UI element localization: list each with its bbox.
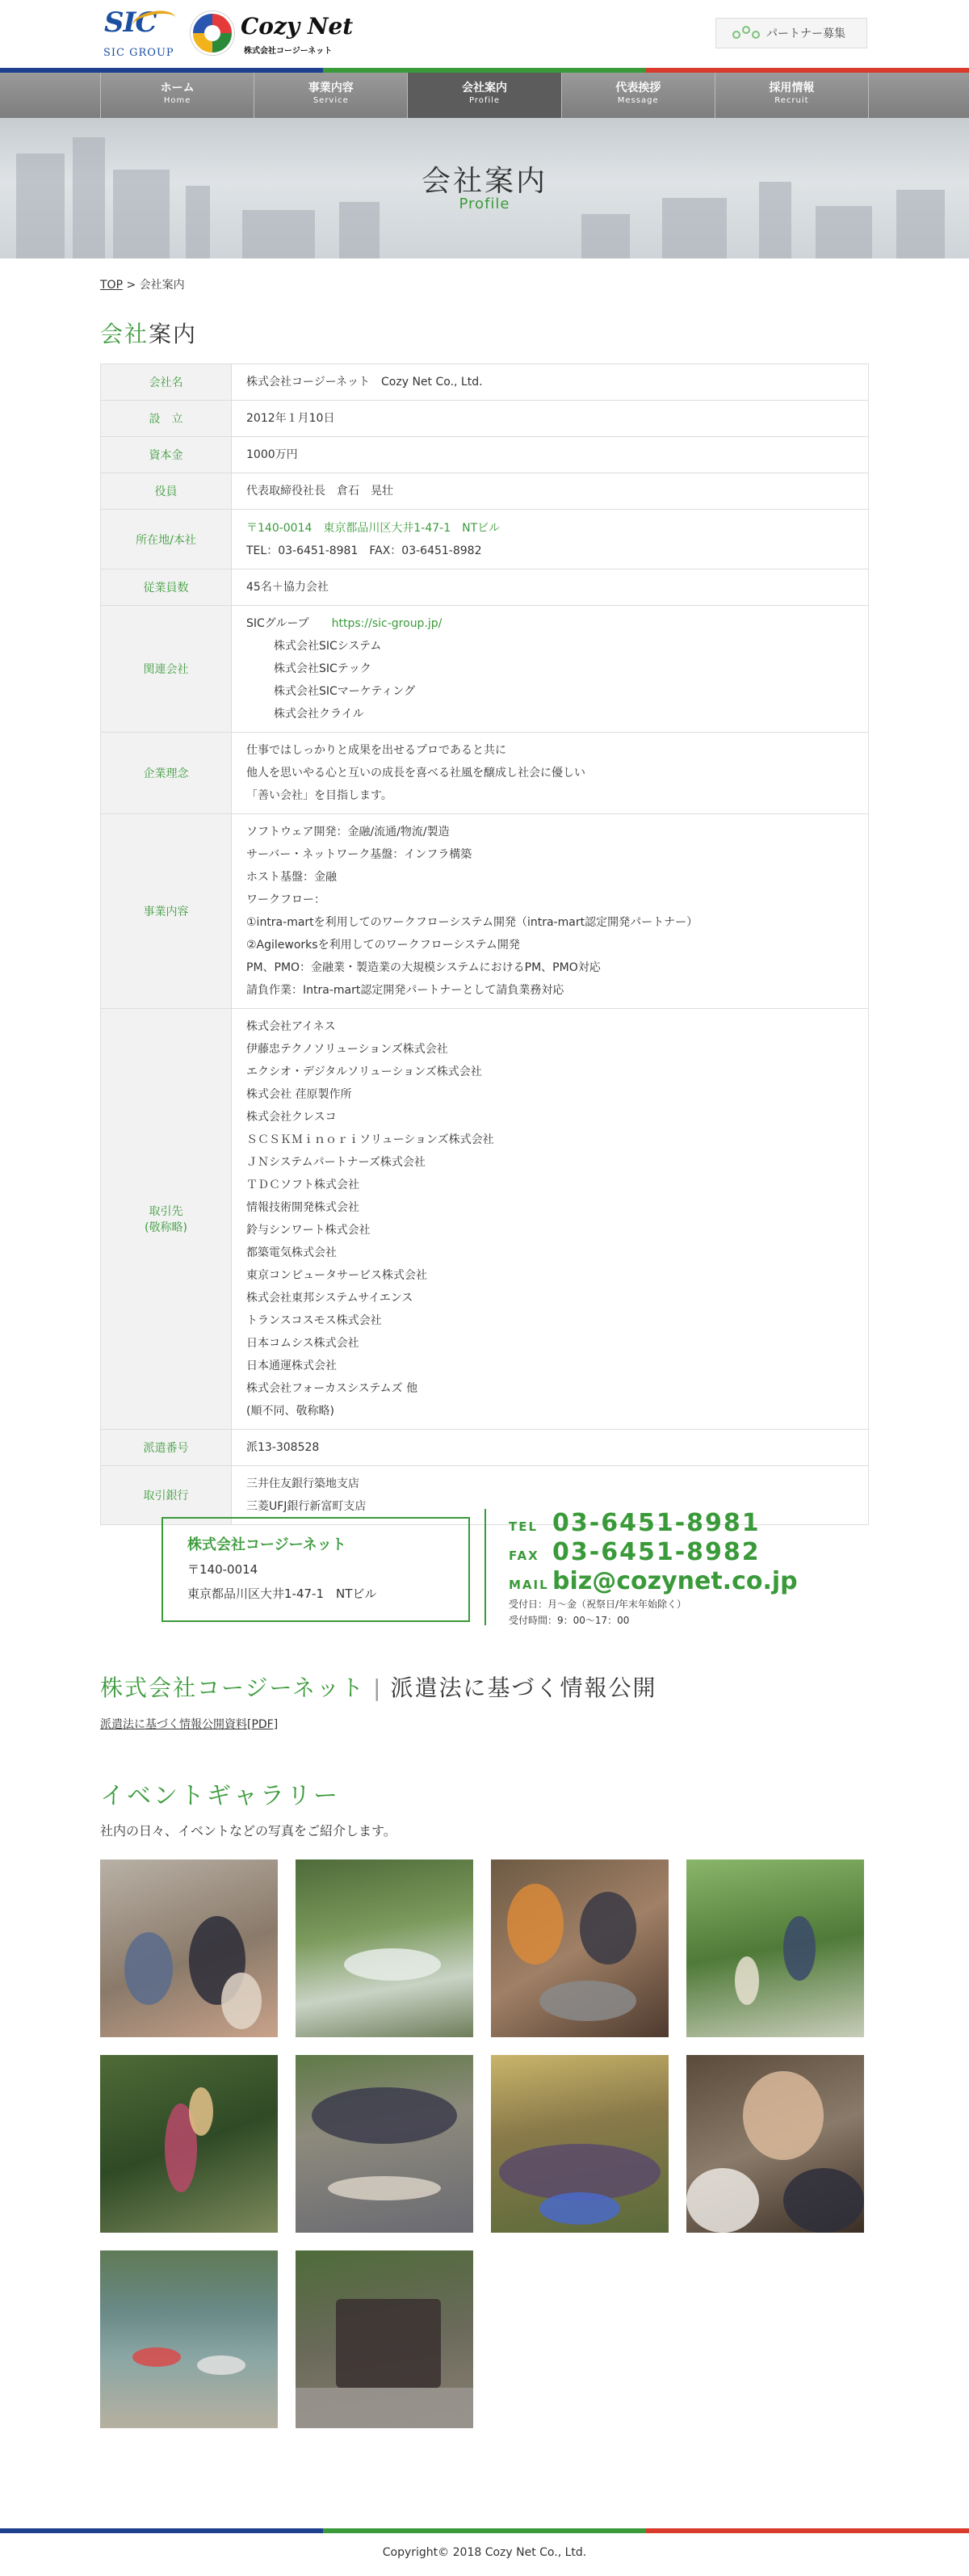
row-label-business: 事業内容 [101,814,232,1009]
tel-number[interactable]: 03-6451-8981 [552,1509,761,1537]
client-item: 日本コムシス株式会社 [246,1337,359,1350]
people-icon [731,24,763,42]
contact-address-box [162,1517,470,1622]
business-line: 請負作業：Intra-mart認定開発パートナーとして請負業務対応 [246,984,564,997]
tel-fax-text: TEL：03-6451-8981 FAX：03-6451-8982 [246,544,482,557]
client-item: 株式会社東邦システムサイエンス [246,1292,413,1305]
business-line: ①intra-martを利用してのワークフローシステム開発（intra-mart認定開発パートナー） [246,916,698,929]
nav-service-label: 事業内容 [308,82,354,95]
disclosure-company: 株式会社コージーネット [100,1675,366,1701]
gallery-intro: 社内の日々、イベントなどの写真をご紹介します。 [100,1823,396,1838]
nav-profile-label: 会社案内 [462,82,507,95]
related-company-item: 株式会社SICテック [274,662,371,675]
breadcrumb-current: 会社案内 [139,279,185,292]
contact-divider [484,1509,486,1625]
row-label-clients: 取引先 [149,1205,183,1218]
globe-icon [191,11,234,55]
page-title-rest: 案内 [149,321,198,347]
row-label-banks: 取引銀行 [101,1466,232,1525]
dispatch-number: 派13-308528 [232,1430,869,1466]
business-line: PM、PMO：金融業・製造業の大規模システムにおけるPM、PMO対応 [246,961,601,974]
contact-info [509,1509,798,1628]
nav-profile[interactable] [408,73,561,118]
global-nav [0,73,969,118]
gallery-photo[interactable] [296,1860,473,2037]
cozy-net-subtitle: 株式会社コージーネット [244,47,333,56]
mail-address[interactable]: biz@cozynet.co.jp [552,1567,798,1595]
related-company-item: 株式会社SICマーケティング [274,685,416,698]
hero-title: 会社案内 [421,165,547,198]
contact-company-name: 株式会社コージーネット [187,1536,346,1553]
gallery-photo[interactable] [491,2055,669,2233]
breadcrumb-top-link[interactable]: TOP [100,279,124,292]
client-item: ＪＮシステムパートナーズ株式会社 [246,1156,426,1169]
hero-banner [0,118,969,258]
row-label-name: 会社名 [101,364,232,401]
table-row [101,510,869,569]
client-item: 都築電気株式会社 [246,1246,337,1259]
table-row [101,1430,869,1466]
row-label-capital: 資本金 [101,437,232,473]
row-label-related: 関連会社 [101,606,232,733]
cozy-net-brand: Cozy Net [241,13,354,40]
fax-label: FAX [509,1549,539,1563]
nav-service[interactable] [254,73,408,118]
client-item: 株式会社フォーカスシステムズ 他 [246,1382,418,1395]
related-company-item: 株式会社クライル [274,708,364,721]
business-line: ソフトウェア開発：金融/流通/物流/製造 [246,826,450,838]
sic-group-link[interactable]: https://sic-group.jp/ [331,617,443,630]
partner-recruit-label: パートナー募集 [766,27,845,40]
nav-recruit[interactable] [715,73,869,118]
nav-message-sublabel: Message [617,96,659,105]
table-row [101,1009,869,1430]
business-line: ホスト基盤：金融 [246,871,337,884]
nav-message[interactable] [562,73,715,118]
row-label-dispatch: 派遣番号 [101,1430,232,1466]
business-hours: 受付時間：9：00〜17：00 [509,1615,630,1626]
client-note: (順不同、敬称略) [246,1405,334,1418]
table-row [101,569,869,606]
disclosure-pdf-link[interactable]: 派遣法に基づく情報公開資料[PDF] [100,1718,279,1731]
gallery-title: イベントギャラリー [100,1782,340,1810]
breadcrumb-separator: > [123,279,140,292]
table-row [101,733,869,814]
client-item: 日本通運株式会社 [246,1359,337,1372]
hero-subtitle: Profile [459,195,510,212]
gallery-photo[interactable] [686,2055,864,2233]
founded-date: 2012年１月10日 [232,401,869,437]
table-row [101,364,869,401]
gallery-photo[interactable] [100,1860,278,2037]
partner-recruit-button[interactable] [715,18,867,48]
row-label-address: 所在地/本社 [101,510,232,569]
tel-label: TEL [509,1519,539,1534]
gallery-photo[interactable] [686,1860,864,2037]
table-row [101,606,869,733]
officer-value: 代表取締役社長 倉石 晃壮 [232,473,869,510]
nav-profile-sublabel: Profile [468,96,501,105]
business-line: サーバー・ネットワーク基盤：インフラ構築 [246,848,472,861]
philosophy-line: 仕事ではしっかりと成果を出せるプロであると共に [246,744,506,757]
bank-item: 三菱UFJ銀行新富町支店 [246,1500,367,1513]
bank-item: 三井住友銀行築地支店 [246,1477,359,1490]
disclosure-separator: | [373,1675,383,1701]
gallery-photo[interactable] [296,2250,473,2428]
client-item: エクシオ・デジタルソリューションズ株式会社 [246,1065,482,1078]
capital-value: 1000万円 [232,437,869,473]
breadcrumb [100,276,185,292]
business-days: 受付日：月〜金（祝祭日/年末年始除く） [509,1599,687,1610]
business-line: ②Agileworksを利用してのワークフローシステム開発 [246,939,520,952]
site-header [0,0,969,71]
row-label-philosophy: 企業理念 [101,733,232,814]
contact-address: 東京都品川区大井1-47-1 NTビル [187,1586,377,1601]
employees-value: 45名＋協力会社 [232,569,869,606]
company-name: 株式会社コージーネット Cozy Net Co., Ltd. [232,364,869,401]
client-item: ＴＤＣソフト株式会社 [246,1179,359,1191]
disclosure-title: 派遣法に基づく情報公開 [390,1675,657,1701]
disclosure-heading [100,1670,657,1703]
gallery-photo[interactable] [296,2055,473,2233]
business-line: ワークフロー： [246,893,325,906]
philosophy-line: 他人を思いやる心と互いの成長を喜べる社風を醸成し社会に優しい [246,767,585,780]
nav-home-label: ホーム [160,82,195,95]
nav-home[interactable] [101,73,254,118]
mail-label: MAIL [509,1578,549,1592]
gallery-photo[interactable] [100,2250,278,2428]
contact-zip: 〒140-0014 [187,1562,258,1577]
row-label-founded: 設 立 [101,401,232,437]
client-item: 情報技術開発株式会社 [246,1201,359,1214]
gallery-photo[interactable] [100,2055,278,2233]
company-info-table [100,363,869,1525]
table-row [101,401,869,437]
table-row [101,437,869,473]
page-title-accent: 会社 [100,321,149,347]
copyright: Copyright© 2018 Cozy Net Co., Ltd. [382,2546,587,2559]
client-item: ＳＣＳＫＭｉｎｏｒｉソリューションズ株式会社 [246,1133,494,1146]
nav-recruit-sublabel: Recruit [774,96,809,105]
client-item: 鈴与シンワート株式会社 [246,1224,371,1237]
fax-number: 03-6451-8982 [552,1538,761,1566]
client-item: 株式会社 荏原製作所 [246,1088,352,1101]
nav-message-label: 代表挨拶 [615,82,661,95]
footer-color-stripe [0,2528,969,2533]
sic-logo-mark: SIC [104,6,157,39]
client-item: 株式会社アイネス [246,1020,336,1033]
client-item: トランスコスモス株式会社 [246,1314,382,1327]
table-row [101,473,869,510]
nav-home-sublabel: Home [163,96,191,105]
nav-recruit-label: 採用情報 [769,82,815,95]
page-title [100,317,197,349]
sic-group-logo[interactable] [100,6,181,63]
cozy-net-logo[interactable] [191,10,368,60]
gallery-photo[interactable] [491,1860,669,2037]
sic-group-text: SIC GROUP [103,47,174,59]
address-map-link[interactable]: 〒140-0014 東京都品川区大井1-47-1 NTビル [246,521,501,535]
related-company-item: 株式会社SICシステム [274,640,382,653]
client-item: 東京コンピュータサービス株式会社 [246,1269,427,1282]
row-label-clients-note: (敬称略) [145,1221,187,1234]
philosophy-line: 「善い会社」を目指します。 [246,789,392,802]
table-row [101,814,869,1009]
row-label-employees: 従業員数 [101,569,232,606]
client-item: 株式会社クレスコ [246,1111,337,1124]
related-group-name: SICグループ [246,617,309,630]
row-label-officer: 役員 [101,473,232,510]
client-item: 伊藤忠テクノソリューションズ株式会社 [246,1043,448,1056]
nav-service-sublabel: Service [313,96,349,105]
